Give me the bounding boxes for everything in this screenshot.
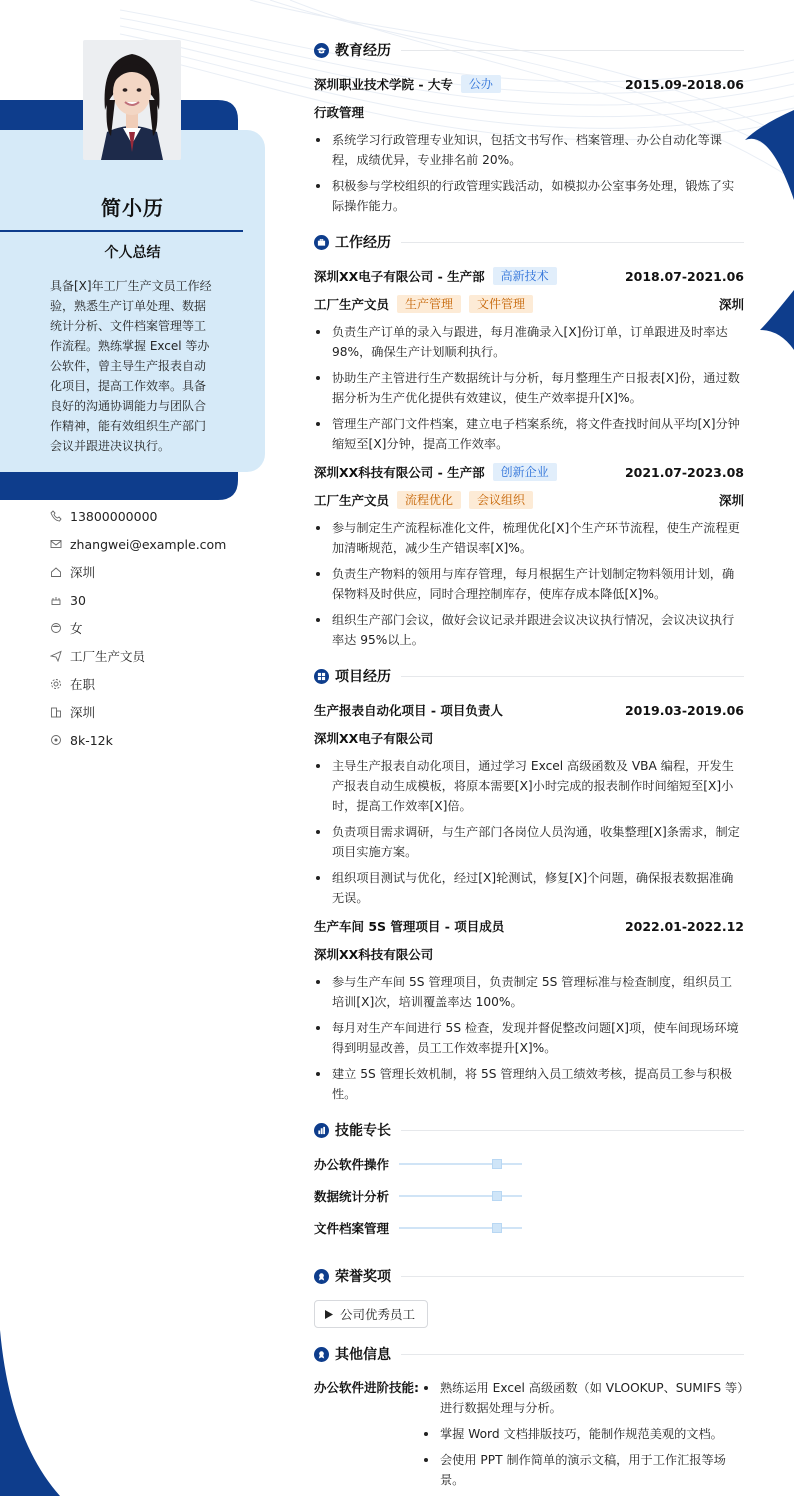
other-label: 办公软件进阶技能: xyxy=(314,1380,419,1395)
work-header-row xyxy=(314,266,744,286)
contact-position xyxy=(50,642,270,670)
work-header-row xyxy=(314,462,744,482)
project-org-row xyxy=(314,728,744,748)
send-icon xyxy=(50,650,62,662)
company-tag: 创新企业 xyxy=(493,463,557,481)
job-role: 工厂生产文员 xyxy=(314,493,390,508)
job-location: 深圳 xyxy=(718,493,744,508)
awards-section xyxy=(314,1264,744,1328)
contact-status xyxy=(50,670,270,698)
skill-bar xyxy=(399,1163,522,1165)
grid-icon xyxy=(314,669,329,684)
education-bullets xyxy=(314,130,744,216)
project-header-row xyxy=(314,700,744,720)
section-header xyxy=(314,1342,744,1366)
contact-age xyxy=(50,586,270,614)
skill-tag: 生产管理 xyxy=(397,295,461,313)
contact-salary xyxy=(50,726,270,754)
work-date: 2018.07-2021.06 xyxy=(624,268,744,284)
list-item: 熟练运用 Excel 高级函数（如 VLOOKUP、SUMIFS 等）进行数据处理与分析。 xyxy=(422,1378,744,1418)
project-bullets xyxy=(314,756,744,908)
section-header xyxy=(314,230,744,254)
skill-name: 办公软件操作 xyxy=(314,1157,390,1172)
summary-text: 具备[X]年工厂生产文员工作经验，熟悉生产订单处理、数据统计分析、文件档案管理等工作流程。熟练掌握 Excel 等办公软件，曾主导生产报表自动化项目，提高工作效率。具备良好的沟通协调能力与团队合作精神，能有效组织生产部门会议并跟进决议执行。 xyxy=(50,279,212,453)
project-date: 2019.03-2019.06 xyxy=(624,702,744,718)
list-item: 主导生产报表自动化项目，通过学习 Excel 高级函数及 VBA 编程，开发生产报表自动生成模板，将原本需要[X]小时完成的报表制作时间缩短至[X]小时，提高工作效率[X]倍。 xyxy=(314,756,744,816)
education-header-row xyxy=(314,74,744,94)
section-divider xyxy=(401,50,744,51)
contact-text: 女 xyxy=(70,621,83,636)
list-item: 会使用 PPT 制作简单的演示文稿，用于工作汇报等场景。 xyxy=(422,1450,744,1490)
skill-level-marker xyxy=(492,1159,502,1169)
award-icon xyxy=(314,1269,329,1284)
project-org: 深圳XX电子有限公司 xyxy=(314,731,434,746)
project-bullets xyxy=(314,972,744,1104)
education-section xyxy=(314,38,744,216)
contact-city xyxy=(50,558,270,586)
section-title: 其他信息 xyxy=(335,1347,391,1363)
school-tag: 公办 xyxy=(461,75,501,93)
section-title: 技能专长 xyxy=(335,1123,391,1139)
skill-tag: 文件管理 xyxy=(469,295,533,313)
status-icon xyxy=(50,678,62,690)
section-divider xyxy=(401,676,744,677)
role-row xyxy=(314,490,744,510)
contact-list xyxy=(50,502,270,754)
contact-text: 深圳 xyxy=(70,565,96,580)
project-org-row xyxy=(314,944,744,964)
section-header xyxy=(314,664,744,688)
skill-tag: 流程优化 xyxy=(397,491,461,509)
mail-icon xyxy=(50,538,62,550)
profile-photo xyxy=(83,40,181,160)
work-section xyxy=(314,230,744,650)
award-text: 公司优秀员工 xyxy=(340,1307,416,1322)
skills-section xyxy=(314,1118,744,1250)
contact-phone xyxy=(50,502,270,530)
other-section xyxy=(314,1342,744,1496)
major-row xyxy=(314,102,744,122)
phone-icon xyxy=(50,510,62,522)
project-header-row xyxy=(314,916,744,936)
summary-title: 个人总结 xyxy=(104,245,161,261)
section-header xyxy=(314,1264,744,1288)
job-location: 深圳 xyxy=(718,297,744,312)
list-item: 组织项目测试与优化，经过[X]轮测试，修复[X]个问题，确保报表数据准确无误。 xyxy=(314,868,744,908)
gender-icon xyxy=(50,622,62,634)
role-row xyxy=(314,294,744,314)
section-divider xyxy=(401,1130,744,1131)
work-entry xyxy=(314,266,744,454)
home-icon xyxy=(50,566,62,578)
list-item: 负责项目需求调研，与生产部门各岗位人员沟通，收集整理[X]条需求，制定项目实施方案。 xyxy=(314,822,744,862)
briefcase-icon xyxy=(314,235,329,250)
contact-email xyxy=(50,530,270,558)
award-item xyxy=(314,1300,428,1328)
list-item: 系统学习行政管理专业知识，包括文书写作、档案管理、办公自动化等课程，成绩优异，专业排名前 20%。 xyxy=(314,130,744,170)
section-divider xyxy=(401,242,744,243)
skill-level-marker xyxy=(492,1223,502,1233)
skill-item xyxy=(314,1154,536,1174)
section-header xyxy=(314,1118,744,1142)
section-title: 荣誉奖项 xyxy=(335,1269,391,1285)
company-name: 深圳XX科技有限公司 - 生产部 xyxy=(314,465,485,480)
list-item: 负责生产物料的领用与库存管理，每月根据生产计划制定物料领用计划，确保物料及时供应，同时合理控制库存，使库存成本降低[X]%。 xyxy=(314,564,744,604)
graduation-cap-icon xyxy=(314,43,329,58)
work-bullets xyxy=(314,518,744,650)
skill-item xyxy=(314,1186,536,1206)
skills-list xyxy=(314,1154,744,1250)
project-org: 深圳XX科技有限公司 xyxy=(314,947,434,962)
candidate-name: 简小历 xyxy=(101,196,164,220)
skill-bar xyxy=(399,1195,522,1197)
list-item: 积极参与学校组织的行政管理实践活动，如模拟办公室事务处理，锻炼了实际操作能力。 xyxy=(314,176,744,216)
list-item: 负责生产订单的录入与跟进，每月准确录入[X]份订单，订单跟进及时率达 98%，确保生产计划顺利执行。 xyxy=(314,322,744,362)
project-entry xyxy=(314,916,744,1104)
company-name: 深圳XX电子有限公司 - 生产部 xyxy=(314,269,485,284)
list-item: 管理生产部门文件档案，建立电子档案系统，将文件查找时间从平均[X]分钟缩短至[X]分钟，提高工作效率。 xyxy=(314,414,744,454)
play-triangle-icon xyxy=(325,1310,333,1319)
company-tag: 高新技术 xyxy=(493,267,557,285)
name-underline xyxy=(0,230,243,232)
section-header xyxy=(314,38,744,62)
project-name: 生产车间 5S 管理项目 - 项目成员 xyxy=(314,919,505,934)
other-bullets xyxy=(422,1378,744,1496)
list-item: 参与制定生产流程标准化文件，梳理优化[X]个生产环节流程，使生产流程更加清晰规范，减少生产错误率[X]%。 xyxy=(314,518,744,558)
list-item: 协助生产主管进行生产数据统计与分析，每月整理生产日报表[X]份，通过数据分析为生产优化提供有效建议，使生产效率提升[X]%。 xyxy=(314,368,744,408)
skill-level-marker xyxy=(492,1191,502,1201)
list-item: 建立 5S 管理长效机制，将 5S 管理纳入员工绩效考核，提高员工参与积极性。 xyxy=(314,1064,744,1104)
list-item: 参与生产车间 5S 管理项目，负责制定 5S 管理标准与检查制度，组织员工培训[X]次，培训覆盖率达 100%。 xyxy=(314,972,744,1012)
section-divider xyxy=(401,1276,744,1277)
project-name: 生产报表自动化项目 - 项目负责人 xyxy=(314,703,503,718)
section-title: 项目经历 xyxy=(335,669,391,685)
skill-name: 数据统计分析 xyxy=(314,1189,390,1204)
bar-chart-icon xyxy=(314,1123,329,1138)
other-info xyxy=(314,1378,744,1496)
education-date: 2015.09-2018.06 xyxy=(624,76,744,92)
projects-section xyxy=(314,664,744,1104)
info-icon xyxy=(314,1347,329,1362)
contact-text: zhangwei@example.com xyxy=(70,536,227,552)
project-date: 2022.01-2022.12 xyxy=(624,918,744,934)
age-icon xyxy=(50,594,62,606)
work-date: 2021.07-2023.08 xyxy=(624,464,744,480)
school-name: 深圳职业技术学院 - 大专 xyxy=(314,77,453,92)
main-content xyxy=(314,38,744,1496)
section-title: 工作经历 xyxy=(335,235,391,251)
work-entry xyxy=(314,462,744,650)
skill-bar xyxy=(399,1227,522,1229)
contact-gender xyxy=(50,614,270,642)
job-role: 工厂生产文员 xyxy=(314,297,390,312)
list-item: 每月对生产车间进行 5S 检查，发现并督促整改问题[X]项，使车间现场环境得到明显改善，员工工作效率提升[X]%。 xyxy=(314,1018,744,1058)
contact-text: 工厂生产文员 xyxy=(70,649,146,664)
building-icon xyxy=(50,706,62,718)
skill-name: 文件档案管理 xyxy=(314,1221,390,1236)
section-title: 教育经历 xyxy=(335,43,391,59)
work-bullets xyxy=(314,322,744,454)
salary-icon xyxy=(50,734,62,746)
skill-item xyxy=(314,1218,536,1238)
contact-workplace xyxy=(50,698,270,726)
project-entry xyxy=(314,700,744,908)
list-item: 掌握 Word 文档排版技巧，能制作规范美观的文档。 xyxy=(422,1424,744,1444)
contact-text: 8k-12k xyxy=(70,732,113,748)
section-divider xyxy=(401,1354,744,1355)
skill-tag: 会议组织 xyxy=(469,491,533,509)
list-item: 组织生产部门会议，做好会议记录并跟进会议决议执行情况，会议决议执行率达 95%以上。 xyxy=(314,610,744,650)
contact-text: 在职 xyxy=(70,677,96,692)
major: 行政管理 xyxy=(314,105,365,120)
sidebar xyxy=(0,0,280,1496)
contact-text: 30 xyxy=(70,592,86,608)
contact-text: 深圳 xyxy=(70,705,96,720)
contact-text: 13800000000 xyxy=(70,508,158,524)
